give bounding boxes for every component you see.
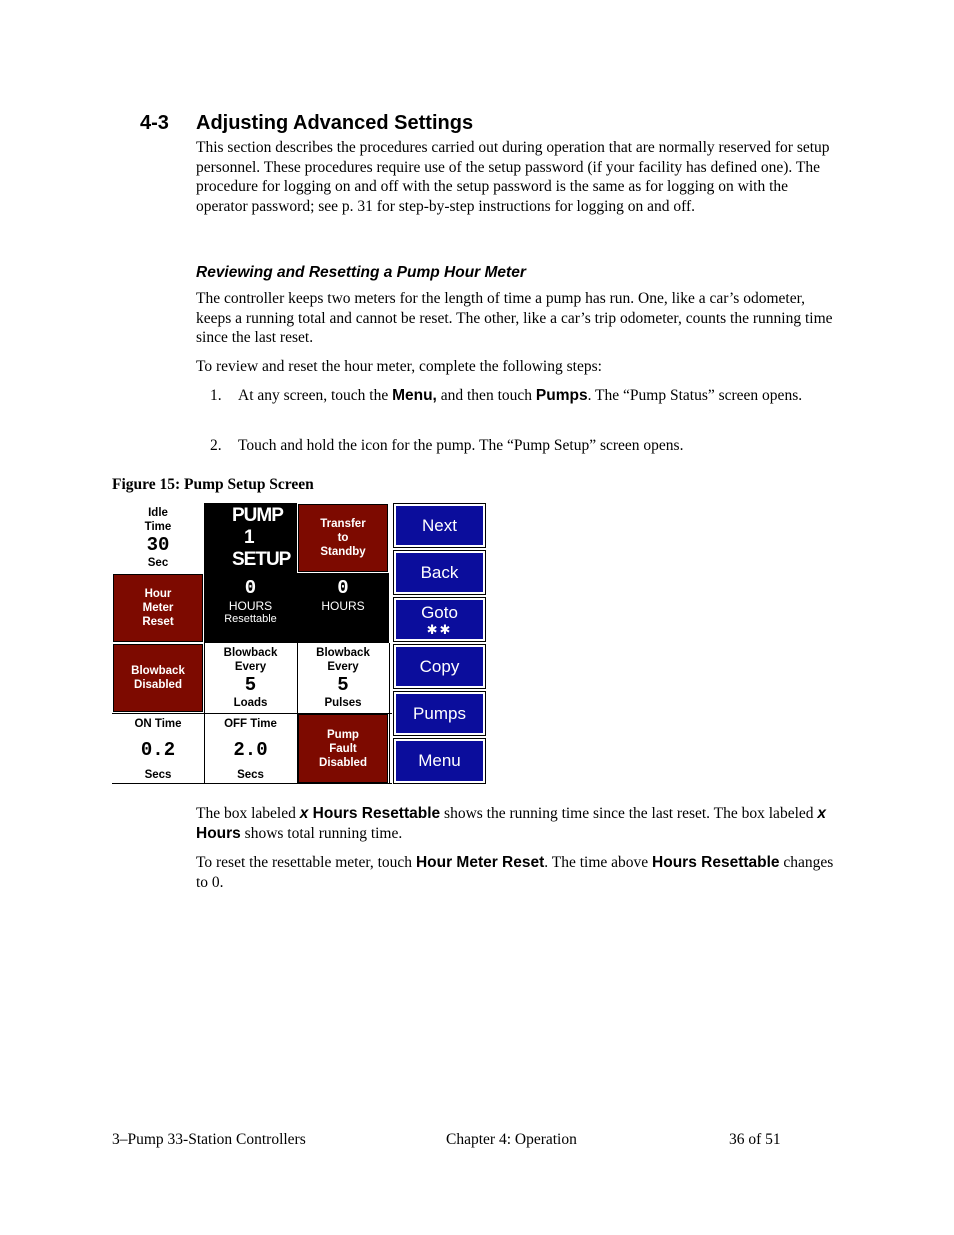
footer-center: Chapter 4: Operation — [446, 1131, 577, 1148]
text-part: . The time above — [544, 854, 653, 871]
x-term: x — [817, 805, 827, 822]
disabled-label: Disabled — [319, 756, 367, 769]
hours-total-display — [297, 573, 389, 643]
off-time-display[interactable] — [204, 713, 297, 784]
text-part: To reset the resettable meter, touch — [196, 854, 416, 871]
goto-button[interactable] — [394, 598, 485, 641]
pumps-button[interactable] — [394, 692, 485, 735]
section-title: Adjusting Advanced Settings — [196, 112, 474, 134]
intro-paragraph: This section describes the procedures carried out during operation that are normally reserved for setup personnel. These procedures require use of the setup password (if your facility has defined one). The procedure for logging on and off with the setup password is the same as for logging on with the operator password; see p. 31 for step-by-step instructions for logging on and off. — [196, 139, 830, 215]
paragraph-steps-intro: To review and reset the hour meter, complete the following steps: — [196, 358, 602, 375]
hours-total-value: 0 — [337, 577, 349, 599]
every-label: Every — [327, 661, 359, 673]
every-label: Every — [234, 661, 267, 673]
pump-number: 1 — [244, 527, 254, 548]
step-text-part: At any screen, touch the — [238, 387, 393, 404]
pumps-label: Pumps — [413, 703, 466, 723]
loads-value: 5 — [244, 674, 257, 696]
hour-meter-reset-button[interactable] — [112, 573, 204, 643]
text-part: shows total running time. — [240, 824, 403, 842]
disabled-label: Disabled — [134, 679, 182, 691]
copy-button[interactable] — [394, 645, 485, 688]
pulses-value: 5 — [337, 674, 349, 696]
hour-meter-reset-term: Hour Meter Reset — [415, 854, 545, 871]
pulses-unit: Pulses — [324, 697, 362, 709]
hours-resettable-term: Hours Resettable — [652, 854, 780, 871]
grid-divider — [204, 573, 205, 784]
pump-setup-title — [204, 503, 297, 573]
back-button[interactable] — [394, 551, 485, 594]
figure-caption: Figure 15: Pump Setup Screen — [112, 476, 314, 493]
on-time-display[interactable] — [112, 713, 204, 784]
paragraph-box-labels — [196, 804, 836, 843]
blowback-every-pulses[interactable] — [297, 643, 389, 713]
goto-label: Goto — [421, 602, 458, 622]
hours-label: HOURS — [228, 599, 273, 613]
on-time-label: ON Time — [134, 718, 182, 730]
resettable-label: Resettable — [224, 613, 277, 625]
idle-time-value: 30 — [146, 534, 170, 556]
standby-label: Standby — [320, 546, 366, 558]
step-text-part: . The “Pump Status” screen opens. — [587, 387, 803, 404]
blowback-label: Blowback — [316, 647, 370, 659]
idle-label: Idle — [148, 507, 168, 519]
subsection-heading: Reviewing and Resetting a Pump Hour Meter — [196, 264, 526, 281]
hour-label: Hour — [144, 588, 172, 600]
hours-resettable-term: Hours Resettable — [308, 805, 441, 822]
step-1 — [210, 386, 830, 406]
idle-time-unit: Sec — [147, 557, 169, 569]
section-number: 4-3 — [140, 112, 169, 134]
asterisk-icon: ✱✱ — [426, 621, 453, 637]
pump-label: PUMP — [232, 505, 283, 526]
step-text-part: and then touch — [436, 387, 536, 404]
grid-divider — [112, 783, 392, 784]
transfer-label: Transfer — [320, 518, 366, 530]
hours-term: Hours — [196, 824, 241, 842]
blowback-every-loads[interactable] — [204, 643, 297, 713]
setup-label: SETUP — [232, 549, 291, 570]
pump-fault-disabled-button[interactable] — [297, 713, 389, 784]
fault-label: Fault — [329, 742, 357, 755]
blowback-label: Blowback — [131, 665, 185, 677]
pump-label: Pump — [327, 728, 359, 741]
on-time-unit: Secs — [144, 769, 172, 781]
menu-button[interactable] — [394, 739, 485, 783]
off-time-label: OFF Time — [224, 718, 277, 730]
footer-page-number: 36 of 51 — [729, 1131, 781, 1148]
section-heading — [140, 112, 473, 135]
step-number: 2. — [210, 437, 222, 454]
x-term: x — [299, 805, 309, 822]
hours-resettable-value: 0 — [244, 577, 257, 599]
step-text — [238, 386, 828, 406]
transfer-to-standby-button[interactable] — [297, 503, 389, 573]
step-text: Touch and hold the icon for the pump. The “Pump Setup” screen opens. — [238, 437, 684, 454]
to-label: to — [337, 532, 349, 544]
meter-label: Meter — [142, 602, 174, 614]
loads-unit: Loads — [233, 697, 268, 709]
time-label: Time — [144, 521, 172, 533]
hours-resettable-display — [204, 573, 297, 643]
menu-label: Menu — [418, 751, 461, 770]
grid-divider — [112, 713, 392, 714]
next-label: Next — [422, 515, 457, 535]
text-part: shows the running time since the last reset. The box labeled — [440, 805, 818, 822]
hours-label: HOURS — [321, 599, 365, 613]
paragraph-reset — [196, 853, 836, 892]
footer-left: 3–Pump 33-Station Controllers — [112, 1131, 306, 1148]
pumps-term: Pumps — [535, 387, 588, 404]
step-2 — [210, 436, 830, 456]
text-part: The box labeled — [196, 805, 300, 822]
blowback-label: Blowback — [223, 647, 278, 659]
on-time-value: 0.2 — [140, 738, 176, 761]
idle-time-display — [112, 503, 204, 573]
menu-term: Menu, — [392, 387, 437, 404]
next-button[interactable] — [394, 504, 485, 547]
step-number: 1. — [210, 387, 222, 404]
copy-label: Copy — [419, 656, 460, 676]
text-part: changes to 0. — [196, 854, 834, 891]
reset-label: Reset — [142, 616, 174, 628]
blowback-disabled-button[interactable] — [112, 643, 204, 713]
pump-setup-screen — [112, 503, 486, 784]
back-label: Back — [420, 562, 459, 582]
off-time-unit: Secs — [237, 769, 264, 781]
off-time-value: 2.0 — [233, 738, 268, 761]
paragraph-meters: The controller keeps two meters for the length of time a pump has run. One, like a car’s odometer, keeps a running total and cannot be reset. The other, like a car’s trip odometer, counts the running time since the last reset. — [196, 290, 833, 347]
